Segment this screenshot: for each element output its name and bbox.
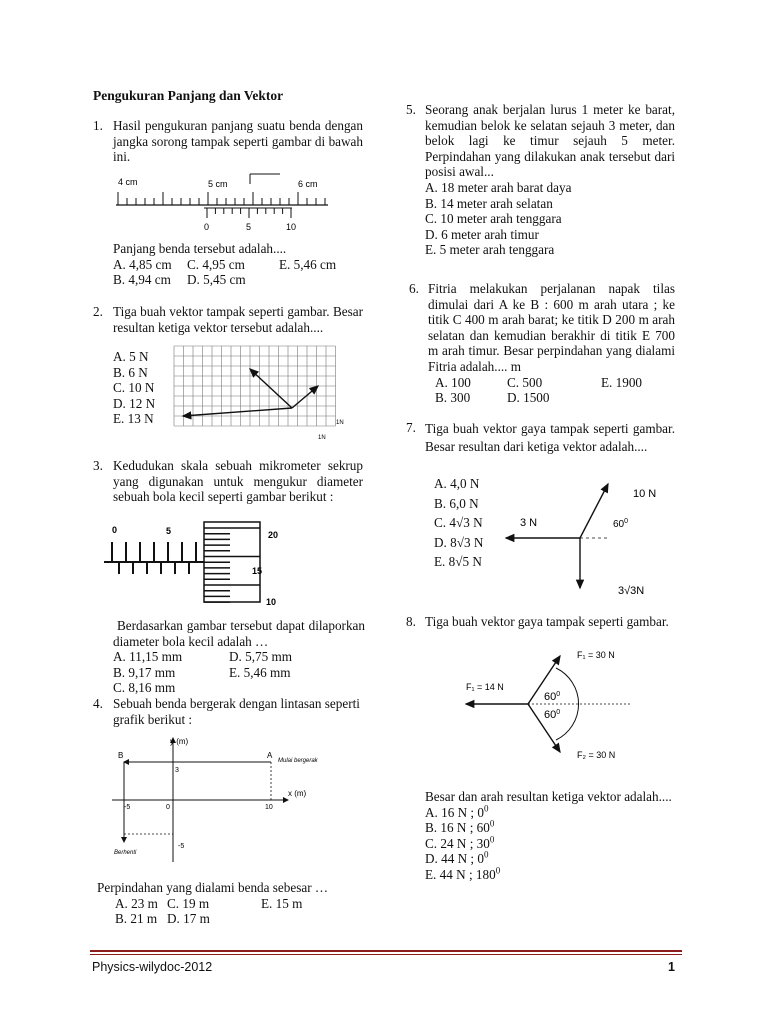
question-number: 5.	[406, 102, 416, 117]
option[interactable]: A. 16 N ; 0	[425, 804, 484, 820]
question-8	[406, 614, 675, 630]
question-5	[406, 102, 675, 258]
footer-divider-thin	[90, 954, 682, 955]
option[interactable]: E. 44 N ; 180	[425, 866, 496, 882]
vernier-label-5: 5	[246, 222, 252, 232]
option[interactable]: B. 300	[435, 390, 471, 406]
option[interactable]: E. 13 N	[113, 411, 154, 427]
page-title: Pengukuran Panjang dan Vektor	[93, 88, 284, 103]
option[interactable]: C. 4,95 cm	[187, 256, 245, 272]
sleeve-label-0: 0	[112, 525, 118, 535]
main-label-5: 5 cm	[208, 179, 228, 189]
tick-neg5-x: -5	[124, 804, 131, 811]
trajectory-graph-figure	[108, 734, 348, 866]
question-number: 6.	[409, 281, 419, 296]
question-2-options	[113, 349, 155, 427]
angle-label: 60	[613, 519, 625, 530]
angle-label-1: 60	[544, 691, 557, 703]
question-text: Tiga buah vektor gaya tampak seperti gambar.	[425, 614, 669, 629]
question-prompt: Panjang benda tersebut adalah....	[113, 241, 287, 256]
option[interactable]: A. 11,15 mm	[113, 649, 183, 665]
y-axis-label: y (m)	[170, 737, 189, 746]
option[interactable]: E. 5,46 mm	[229, 664, 291, 680]
tick-0: 0	[166, 804, 170, 811]
option[interactable]: B. 9,17 mm	[113, 664, 176, 680]
option[interactable]: E. 5 meter arah tenggara	[425, 242, 555, 258]
question-number: 4.	[93, 696, 103, 711]
option[interactable]: A. 100	[435, 374, 471, 390]
option[interactable]: C. 4√3 N	[434, 515, 483, 530]
question-4	[93, 696, 363, 727]
question-number: 2.	[93, 304, 103, 319]
question-prompt: Besar dan arah resultan ketiga vektor adalah....	[425, 789, 672, 804]
micrometer-figure	[100, 518, 300, 610]
question-number: 7.	[406, 420, 416, 435]
question-text: Fitria melakukan perjalanan napak tilas dimulai dari A ke B : 600 m arah utara ; ke titik C 400 m arah barat; ke titik D 200 m arah selatan dan kemudian berakhir di titik E 700 m arah timur. Besar perpindahan yang dialami Fitria adalah.... m	[428, 281, 675, 374]
thimble-label-15: 15	[252, 566, 263, 576]
question-7	[406, 420, 675, 456]
question-text: Tiga buah vektor gaya tampak seperti gambar. Besar resultan dari ketiga vektor adalah....	[425, 421, 675, 454]
question-2	[93, 304, 363, 335]
question-text: Seorang anak berjalan lurus 1 meter ke barat, kemudian belok ke selatan sejauh 3 meter, dan belok lagi ke timur sejauh 5 meter. Perpindahan yang dilakukan anak tersebut dari posisi awal...	[425, 102, 675, 180]
question-text: Hasil pengukuran panjang suatu benda dengan jangka sorong tampak seperti gambar di bawah ini.	[113, 118, 363, 165]
question-text: Tiga buah vektor tampak seperti gambar. Besar resultan ketiga vektor tersebut adalah....	[113, 304, 363, 335]
force-10n-label: 10 N	[633, 488, 657, 500]
option[interactable]: B. 14 meter arah selatan	[425, 195, 553, 211]
option[interactable]: D. 5,75 mm	[229, 649, 293, 665]
sleeve-label-5: 5	[166, 526, 172, 536]
option[interactable]: A. 23 m	[115, 895, 158, 911]
option[interactable]: D. 17 m	[167, 911, 210, 927]
page-number: 1	[668, 960, 675, 974]
angle-label-2: 60	[544, 709, 557, 721]
force-vectors-figure-q7	[500, 478, 680, 602]
option[interactable]: B. 16 N ; 60	[425, 820, 490, 836]
question-8-answer: Besar dan arah resultan ketiga vektor adalah.... A. 16 N ; $0^0$ B. 16 N ; $60^0$ C. 24 N ; $30^0$ D. 44 N ; $0^0$ E. 44 N ; $180^0$	[425, 789, 675, 883]
option[interactable]: E. 5,46 cm	[279, 256, 337, 272]
tick-10: 10	[265, 804, 273, 811]
option[interactable]: E. 15 m	[261, 895, 303, 911]
option[interactable]: E. 8√5 N	[434, 554, 482, 569]
f1-label: F₁ = 30 N	[577, 650, 615, 660]
end-label: Berhenti	[114, 850, 137, 856]
question-text: Sebuah benda bergerak dengan lintasan seperti grafik berikut :	[113, 696, 360, 727]
footer-divider	[90, 950, 682, 952]
question-3-answer	[113, 618, 365, 696]
svg-text:600: $60^0$	[613, 518, 629, 530]
point-a-label: A	[267, 751, 273, 760]
option[interactable]: A. 4,85 cm	[113, 256, 172, 272]
svg-text:600: $60^0$	[544, 709, 561, 721]
question-number: 8.	[406, 614, 416, 629]
option[interactable]: A. 5 N	[113, 349, 149, 364]
question-1	[93, 118, 363, 165]
vernier-caliper-figure	[112, 172, 332, 234]
option[interactable]: B. 21 m	[115, 911, 158, 927]
option[interactable]: B. 6,0 N	[434, 495, 479, 511]
question-7-options	[434, 474, 483, 572]
question-6	[409, 281, 675, 406]
option[interactable]: D. 12 N	[113, 395, 156, 411]
main-label-6: 6 cm	[298, 179, 318, 189]
f3-label: F₁ = 14 N	[466, 682, 504, 692]
option[interactable]: C. 10 meter arah tenggara	[425, 211, 562, 227]
option[interactable]: D. 6 meter arah timur	[425, 226, 539, 242]
tick-neg5-y: -5	[178, 843, 185, 850]
question-number: 3.	[93, 458, 103, 473]
option[interactable]: A. 4,0 N	[434, 476, 480, 491]
svg-text:600: $60^0$	[544, 691, 561, 703]
question-4-answer	[97, 880, 367, 927]
question-1-answer	[113, 241, 373, 288]
question-number: 1.	[93, 118, 103, 133]
option[interactable]: C. 24 N ; 30	[425, 835, 490, 851]
option[interactable]: B. 4,94 cm	[113, 272, 171, 288]
f2-label: F₂ = 30 N	[577, 750, 616, 760]
option[interactable]: C. 500	[507, 374, 543, 390]
vector-grid-figure	[170, 342, 360, 442]
tick-3: 3	[175, 767, 179, 774]
force-3n-label: 3 N	[520, 517, 538, 529]
thimble-label-20: 20	[268, 530, 279, 540]
vernier-label-0: 0	[204, 222, 210, 232]
option[interactable]: E. 1900	[601, 374, 643, 390]
question-3	[93, 458, 363, 505]
option[interactable]: C. 10 N	[113, 380, 155, 396]
main-label-4: 4 cm	[118, 177, 138, 187]
scale-label-v: 1N	[336, 420, 344, 426]
footer-source: Physics-wilydoc-2012	[92, 960, 213, 974]
vernier-label-10: 10	[286, 222, 297, 232]
option[interactable]: C. 8,16 mm	[113, 680, 176, 696]
option[interactable]: D. 44 N ; 0	[425, 851, 484, 867]
x-axis-label: x (m)	[288, 789, 307, 798]
question-text: Kedudukan skala sebuah mikrometer sekrup yang digunakan untuk mengukur diameter sebuah bola kecil seperti gambar berikut :	[113, 458, 363, 505]
option[interactable]: D. 8√3 N	[434, 534, 484, 550]
force-3root3n-label: 3√3N	[618, 585, 645, 597]
option[interactable]: D. 5,45 cm	[187, 272, 246, 288]
option[interactable]: B. 6 N	[113, 364, 148, 380]
option[interactable]: D. 1500	[507, 390, 550, 406]
option[interactable]: C. 19 m	[167, 895, 210, 911]
scale-label-h: 1N	[318, 435, 326, 441]
force-vectors-figure-q8	[460, 646, 640, 764]
question-prompt: Berdasarkan gambar tersebut dapat dilaporkan diameter bola kecil adalah …	[113, 618, 365, 649]
point-b-label: B	[118, 751, 124, 760]
option[interactable]: A. 18 meter arah barat daya	[425, 179, 572, 195]
thimble-label-10: 10	[266, 597, 277, 607]
start-label: Mulai bergerak	[278, 758, 318, 764]
question-prompt: Perpindahan yang dialami benda sebesar …	[97, 880, 329, 895]
